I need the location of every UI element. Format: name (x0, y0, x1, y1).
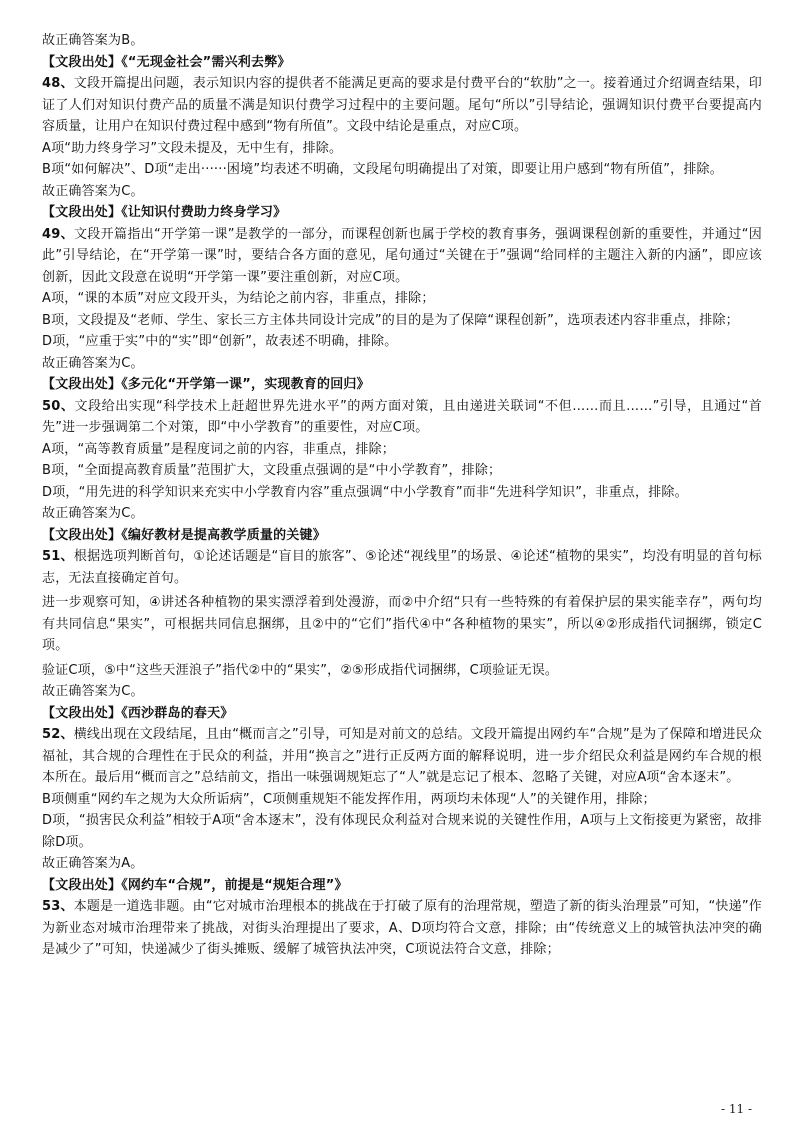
question-analysis: 横线出现在文段结尾，且由“概而言之”引导，可知是对前文的总结。文段开篇提出网约车“合规”是为了保障和增进民众福祉，其合规的合理性在于民众的利益，并用“换言之”进行正反两方面的解释说明，进一步介绍民众利益是网约车合规的根本所在。最后用“概而言之”总结前文，指出一味强调规矩忘了“人”就是忘记了根本、忽略了关键，对应A项“舍本逐末”。 (42, 727, 762, 785)
source-line: 【文段出处】《让知识付费助力终身学习》 (42, 205, 287, 220)
question-analysis: 本题是一道选非题。由“它对城市治理根本的挑战在于打破了原有的治理常规，塑造了新的街头治理景”可知，“快递”作为新业态对城市治理带来了挑战，对街头治理提出了要求，A、D项均符合文意，排除；由“传统意义上的城管执法冲突的确是减少了”可知，快递减少了街头摊贩、缓解了城管执法冲突，C项说法符合文意，排除； (42, 899, 762, 957)
option-analysis: D项，“用先进的科学知识来充实中小学教育内容”重点强调“中小学教育”而非“先进科学知识”，非重点，排除。 (42, 484, 688, 500)
analysis-paragraph: 验证C项，⑤中“这些天涯浪子”指代②中的“果实”，②⑤形成指代词捆绑，C项验证无误。 (42, 662, 559, 678)
answer-line: 故正确答案为B。 (42, 33, 144, 48)
question-number: 51、 (42, 549, 74, 564)
source-line: 【文段出处】《多元化“开学第一课”，实现教育的回归》 (42, 377, 370, 392)
document-body (42, 30, 762, 961)
option-analysis: B项，文段提及“老师、学生、家长三方主体共同设计完成”的目的是为了保障“课程创新”，选项表述内容非重点，排除； (42, 312, 739, 328)
question-50 (42, 396, 762, 439)
option-analysis: B项“如何解决”、D项“走出······困境”均表述不明确，文段尾句明确提出了对策，即要让用户感到“物有所值”，排除。 (42, 162, 723, 177)
option-analysis: A项，“课的本质”对应文段开头，为结论之前内容，非重点，排除； (42, 291, 435, 306)
question-53 (42, 896, 762, 961)
source-line: 【文段出处】《西沙群岛的春天》 (42, 705, 234, 721)
question-48 (42, 73, 762, 138)
answer-line: 故正确答案为A。 (42, 856, 144, 871)
source-line: 【文段出处】《“无现金社会”需兴利去弊》 (42, 54, 291, 70)
option-analysis: A项，“高等教育质量”是程度词之前的内容，非重点，排除； (42, 441, 395, 457)
question-49 (42, 224, 762, 289)
answer-line: 故正确答案为C。 (42, 355, 144, 371)
question-analysis: 根据选项判断首句，①论述话题是“盲目的旅客”、⑤论述“视线里”的场景、④论述“植物的果实”，均没有明显的首句标志，无法直接确定首句。 (42, 549, 762, 586)
question-analysis: 文段开篇指出“开学第一课”是教学的一部分，而课程创新也属于学校的教育事务，强调课程创新的重要性，并通过“因此”引导结论，在“开学第一课”时，要结合各方面的意见，尾句通过“关键在于”强调“给同样的主题注入新的内涵”，即应该创新，因此文段意在说明“开学第一课”要注重创新，对应C项。 (42, 226, 762, 285)
option-analysis: D项，“损害民众利益”相较于A项“舍本逐末”，没有体现民众利益对合规来说的关键性作用，A项与上文衔接更为紧密，故排除D项。 (42, 813, 762, 850)
question-analysis: 文段开篇提出问题，表示知识内容的提供者不能满足更高的要求是付费平台的“软肋”之一。接着通过介绍调查结果，印证了人们对知识付费产品的质量不满是知识付费学习过程中的主要问题。尾句“所以”引导结论，强调知识付费平台要提高内容质量，让用户在知识付费过程中感到“物有所值”。文段中结论是重点，对应C项。 (42, 76, 762, 134)
question-analysis: 文段给出实现“科学技术上赶超世界先进水平”的两方面对策，且由递进关联词“不但……而且……”引导，且通过“首先”进一步强调第二个对策，即“中小学教育”的重要性，对应C项。 (42, 398, 762, 435)
answer-line: 故正确答案为C。 (42, 183, 144, 199)
page-number: - 11 - (720, 1102, 752, 1116)
analysis-paragraph: 进一步观察可知，④讲述各种植物的果实漂浮着到处漫游，而②中介绍“只有一些特殊的有着保护层的果实能幸存”，两句均有共同信息“果实”，可根据共同信息捆绑，且②中的“它们”指代④中“各种植物的果实”，所以④②形成指代词捆绑，锁定C项。 (42, 595, 762, 653)
question-52 (42, 724, 762, 789)
source-line: 【文段出处】《编好教材是提高教学质量的关键》 (42, 527, 326, 543)
question-number: 50、 (42, 398, 75, 414)
answer-line: 故正确答案为C。 (42, 506, 144, 521)
source-line: 【文段出处】《网约车“合规”，前提是“规矩合理”》 (42, 877, 348, 893)
answer-line: 故正确答案为C。 (42, 684, 144, 699)
question-number: 49、 (42, 226, 74, 242)
option-analysis: D项，“应重于实”中的“实”即“创新”，故表述不明确，排除。 (42, 334, 398, 349)
question-number: 53、 (42, 899, 74, 914)
option-analysis: A项“助力终身学习”文段未提及，无中生有，排除。 (42, 140, 343, 156)
option-analysis: B项，“全面提高教育质量”范围扩大，文段重点强调的是“中小学教育”，排除； (42, 463, 502, 478)
question-number: 52、 (42, 727, 74, 742)
question-number: 48、 (42, 76, 74, 91)
option-analysis: B项侧重“网约车之规为大众所诟病”，C项侧重规矩不能发挥作用，两项均未体现“人”的关键作用，排除； (42, 791, 656, 807)
question-51 (42, 546, 762, 589)
